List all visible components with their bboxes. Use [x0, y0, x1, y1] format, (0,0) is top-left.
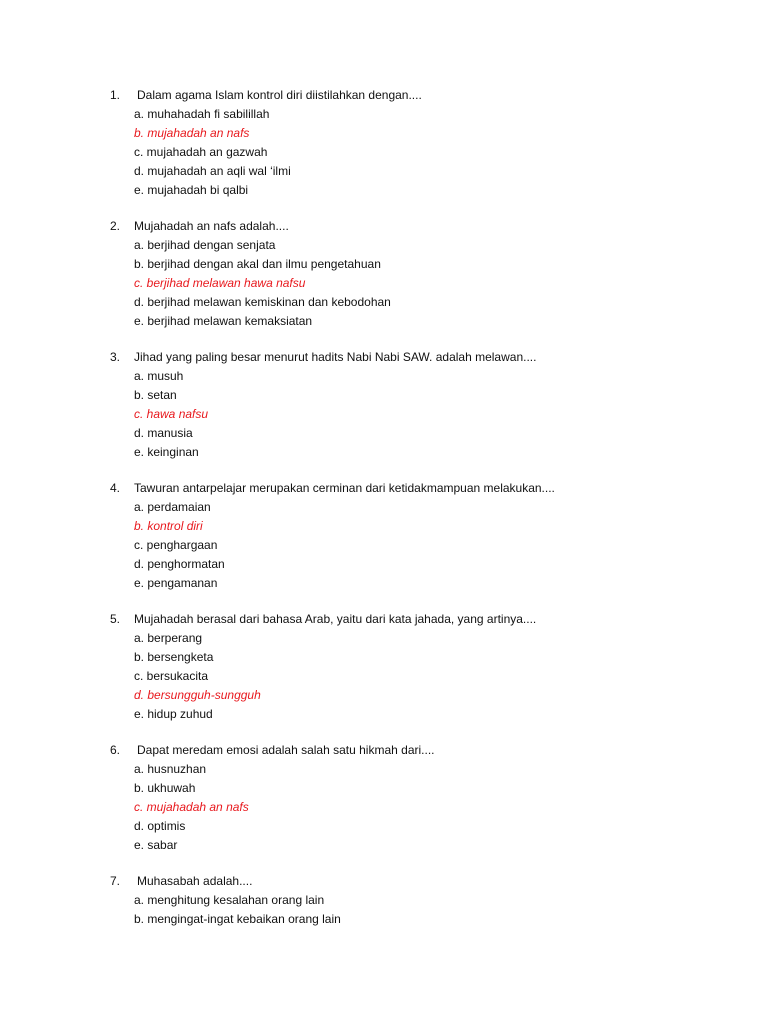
question-text: Jihad yang paling besar menurut hadits Nabi Nabi SAW. adalah melawan....: [134, 350, 537, 364]
answer-option: a. berjihad dengan senjata: [134, 238, 276, 252]
question-number: 6.: [110, 743, 121, 757]
question-5: [0, 610, 768, 724]
question-number: 1.: [110, 88, 121, 102]
correct-answer-option: d. bersungguh-sungguh: [134, 688, 261, 702]
question-7: [0, 872, 768, 929]
question-6: [0, 741, 768, 855]
answer-option: a. berperang: [134, 631, 203, 645]
answer-option: e. berjihad melawan kemaksiatan: [134, 314, 313, 328]
question-text: Dapat meredam emosi adalah salah satu hikmah dari....: [137, 743, 435, 757]
correct-answer-option: c. mujahadah an nafs: [134, 800, 249, 814]
answer-option: d. mujahadah an aqli wal ‘ilmi: [134, 164, 291, 178]
question-3: [0, 348, 768, 462]
question-4: [0, 479, 768, 593]
answer-options: [134, 891, 768, 929]
question-number: 5.: [110, 612, 121, 626]
answer-option: d. manusia: [134, 426, 193, 440]
question-1: [0, 86, 768, 200]
answer-option: a. muhahadah fi sabilillah: [134, 107, 270, 121]
answer-options: [134, 367, 768, 462]
question-number: 3.: [110, 350, 121, 364]
answer-option: b. ukhuwah: [134, 781, 196, 795]
answer-option: e. hidup zuhud: [134, 707, 213, 721]
answer-option: d. optimis: [134, 819, 186, 833]
answer-options: [134, 105, 768, 200]
answer-option: e. mujahadah bi qalbi: [134, 183, 249, 197]
answer-options: [134, 629, 768, 724]
question-number: 7.: [110, 874, 121, 888]
question-2: [0, 217, 768, 331]
question-text: Tawuran antarpelajar merupakan cerminan dari ketidakmampuan melakukan....: [134, 481, 555, 495]
question-number: 4.: [110, 481, 121, 495]
question-text: Dalam agama Islam kontrol diri diistilahkan dengan....: [137, 88, 422, 102]
answer-options: [134, 760, 768, 855]
answer-option: c. penghargaan: [134, 538, 218, 552]
answer-option: c. mujahadah an gazwah: [134, 145, 268, 159]
answer-option: a. husnuzhan: [134, 762, 207, 776]
question-text: Mujahadah an nafs adalah....: [134, 219, 289, 233]
answer-option: d. berjihad melawan kemiskinan dan kebodohan: [134, 295, 391, 309]
answer-option: e. sabar: [134, 838, 178, 852]
answer-options: [134, 498, 768, 593]
document-page: [0, 86, 768, 946]
answer-option: b. mengingat-ingat kebaikan orang lain: [134, 912, 341, 926]
answer-option: b. berjihad dengan akal dan ilmu pengetahuan: [134, 257, 381, 271]
question-text: Mujahadah berasal dari bahasa Arab, yaitu dari kata jahada, yang artinya....: [134, 612, 537, 626]
answer-option: a. menghitung kesalahan orang lain: [134, 893, 325, 907]
answer-option: a. perdamaian: [134, 500, 211, 514]
correct-answer-option: c. berjihad melawan hawa nafsu: [134, 276, 306, 290]
question-number: 2.: [110, 219, 121, 233]
answer-option: b. setan: [134, 388, 177, 402]
question-text: Muhasabah adalah....: [137, 874, 253, 888]
answer-option: d. penghormatan: [134, 557, 225, 571]
answer-option: a. musuh: [134, 369, 184, 383]
answer-option: c. bersukacita: [134, 669, 209, 683]
answer-option: e. keinginan: [134, 445, 199, 459]
correct-answer-option: c. hawa nafsu: [134, 407, 209, 421]
answer-option: e. pengamanan: [134, 576, 218, 590]
answer-option: b. bersengketa: [134, 650, 214, 664]
answer-options: [134, 236, 768, 331]
correct-answer-option: b. kontrol diri: [134, 519, 203, 533]
correct-answer-option: b. mujahadah an nafs: [134, 126, 250, 140]
